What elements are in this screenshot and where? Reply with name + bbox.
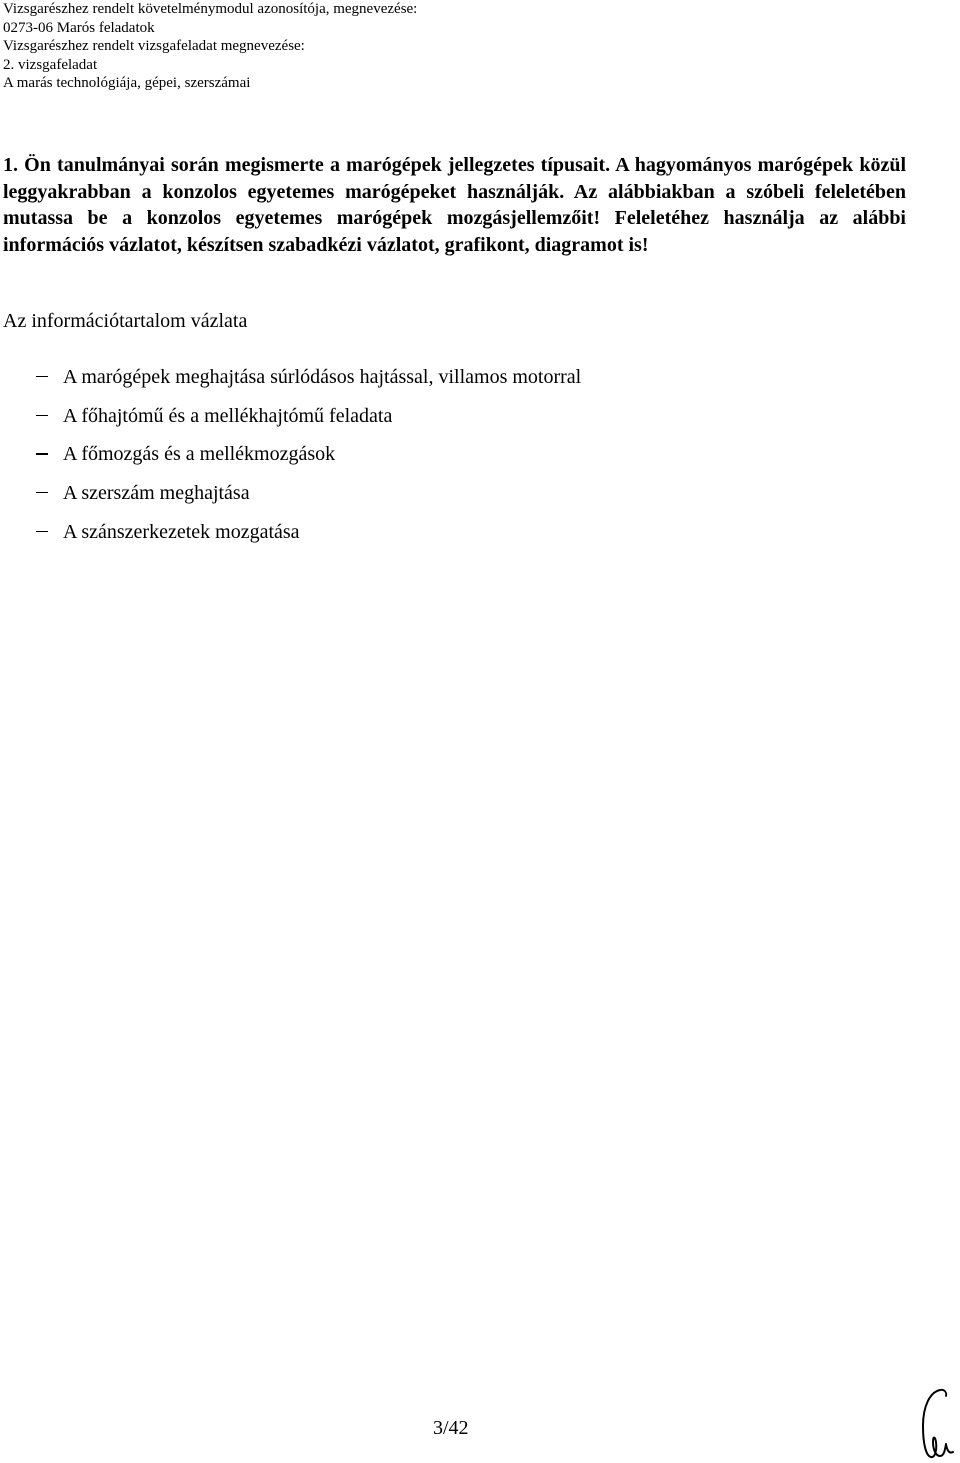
list-item-text: A szerszám meghajtása bbox=[63, 482, 250, 505]
document-header bbox=[3, 0, 603, 93]
page-number: 3/42 bbox=[433, 1417, 469, 1439]
list-item-text: A szánszerkezetek mozgatása bbox=[63, 520, 300, 543]
list-item-text: A főhajtómű és a mellékhajtómű feladata bbox=[63, 404, 393, 427]
outline-heading: Az információtartalom vázlata bbox=[3, 310, 248, 332]
header-task-title: A marás technológiája, gépei, szerszámai bbox=[3, 75, 251, 92]
dash-bullet-icon bbox=[36, 415, 48, 416]
header-task-label: Vizsgarészhez rendelt vizsgafeladat megnevezése: bbox=[3, 38, 305, 55]
header-module-label: Vizsgarészhez rendelt követelménymodul azonosítója, megnevezése: bbox=[3, 1, 418, 17]
dash-bullet-icon bbox=[36, 492, 48, 493]
signature-initials bbox=[918, 1386, 956, 1462]
dash-bullet-icon bbox=[36, 376, 48, 377]
header-task-number: 2. vizsgafeladat bbox=[3, 56, 98, 73]
list-item-text: A főmozgás és a mellékmozgások bbox=[63, 443, 336, 466]
task-question: 1. Ön tanulmányai során megismerte a marógépek jellegzetes típusait. A hagyományos marógépek közül leggyakrabban a konzolos egyetemes marógépeket használják. Az alábbiakban a szóbeli feleletében mutassa be a konzolos egyetemes marógépek mozgásjellemzőit! Feleletéhez használja az alábbi információs vázlatot, készítsen szabadkézi vázlatot, grafikont, diagramot is! bbox=[3, 154, 906, 256]
list-item-text: A marógépek meghajtása súrlódásos hajtással, villamos motorral bbox=[63, 366, 582, 388]
header-module-name: 0273-06 Marós feladatok bbox=[3, 19, 155, 36]
dash-bullet-icon bbox=[36, 453, 48, 454]
dash-bullet-icon bbox=[36, 531, 48, 532]
